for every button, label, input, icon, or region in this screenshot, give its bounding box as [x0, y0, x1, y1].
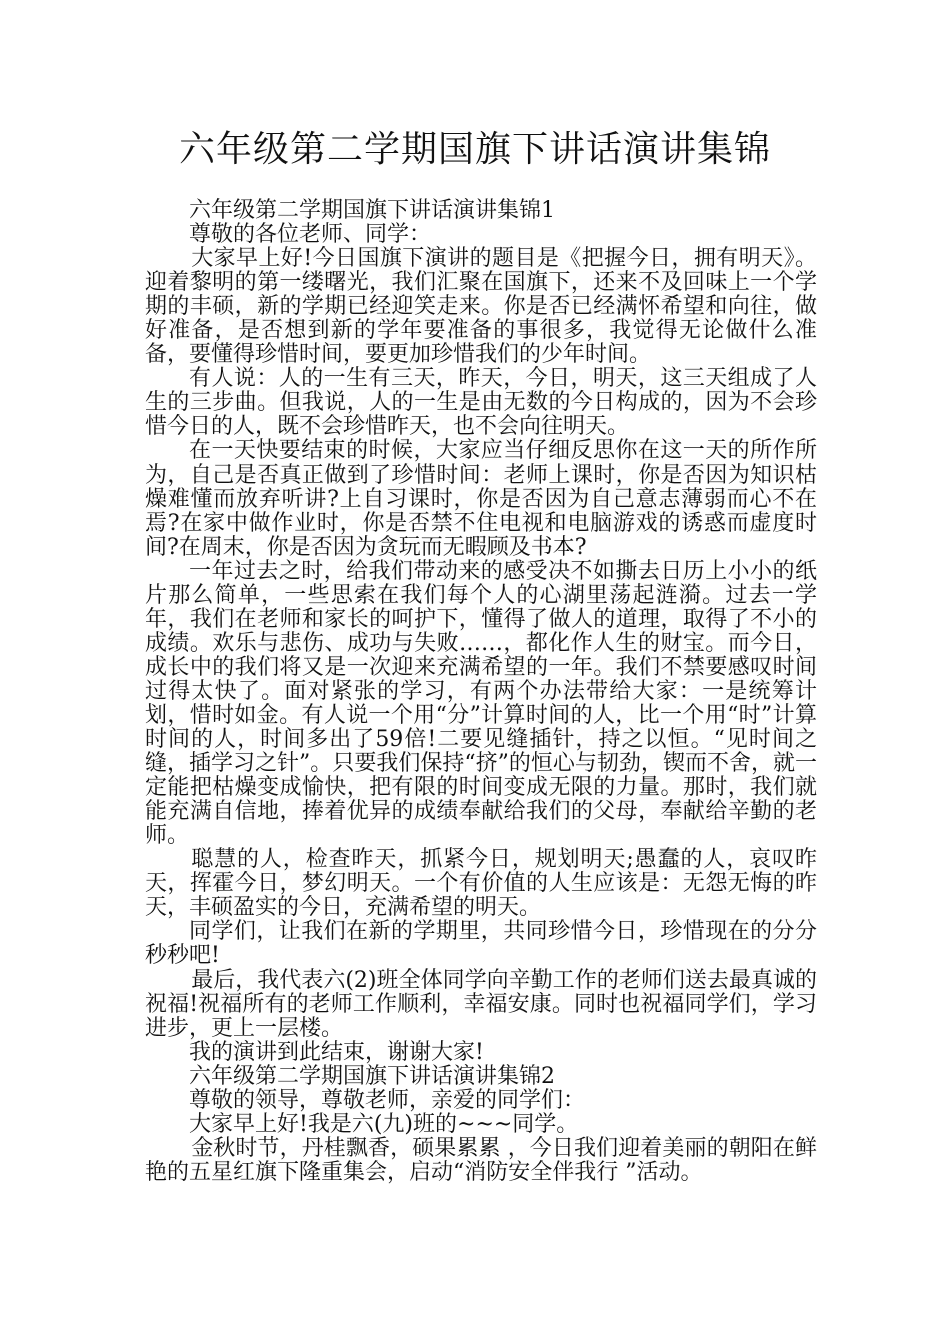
- closing-line: 我的演讲到此结束，谢谢大家!: [189, 1039, 484, 1065]
- document-body: [145, 199, 817, 1185]
- body-paragraph: 大家早上好!今日国旗下演讲的题目是《把握今日，拥有明天》。迎着黎明的第一缕曙光，我们汇聚在国旗下，还来不及回味上一个学期的丰硕，新的学期已经迎笑走来。你是否已经满怀希望和向往，做好准备，是否想到新的学年要准备的事很多，我觉得无论做什么准备，要懂得珍惜时间，要更加珍惜我们的少年时间。: [145, 246, 817, 368]
- body-paragraph: 有人说：人的一生有三天，昨天，今日，明天，这三天组成了人生的三步曲。但我说，人的一生是由无数的今日构成的，因为不会珍惜今日的人，既不会珍惜昨天，也不会向往明天。: [145, 366, 817, 440]
- salutation-2: 尊敬的领导，尊敬老师，亲爱的同学们：: [189, 1087, 586, 1113]
- body-paragraph: 在一天快要结束的时候，大家应当仔细反思你在这一天的所作所为，自己是否真正做到了珍惜时间：老师上课时，你是否因为知识枯燥难懂而放弃听讲?上自习课时，你是否因为自己意志薄弱而心不在焉?在家中做作业时，你是否禁不住电视和电脑游戏的诱惑而虚度时间?在周末，你是否因为贪玩而无暇顾及书本?: [145, 438, 817, 560]
- section-heading-2: 六年级第二学期国旗下讲话演讲集锦2: [189, 1063, 555, 1089]
- document-title: 六年级第二学期国旗下讲话演讲集锦: [178, 129, 771, 170]
- body-paragraph: 一年过去之时，给我们带动来的感受决不如撕去日历上小小的纸片那么简单，一些思索在我们每个人的心湖里荡起涟漪。过去一学年，我们在老师和家长的呵护下，懂得了做人的道理，取得了不小的成绩。欢乐与悲伤、成功与失败……，都化作人生的财宝。而今日，成长中的我们将又是一次迎来充满希望的一年。我们不禁要感叹时间过得太快了。面对紧张的学习，有两个办法带给大家：一是统筹计划，惜时如金。有人说一个用“分”计算时间的人，比一个用“时”计算时间的人，时间多出了59倍!二要见缝插针，持之以恒。“见时间之缝，插学习之针”。只要我们保持“挤”的恒心与韧劲，锲而不舍，就一定能把枯燥变成愉快，把有限的时间变成无限的力量。那时，我们就能充满自信地，捧着优异的成绩奉献给我们的父母，奉献给辛勤的老师。: [145, 558, 817, 849]
- body-paragraph: 聪慧的人，检查昨天，抓紧今日，规划明天;愚蠢的人，哀叹昨天，挥霍今日，梦幻明天。一个有价值的人生应该是：无怨无悔的昨天，丰硕盈实的今日，充满希望的明天。: [145, 847, 817, 921]
- body-paragraph: 同学们，让我们在新的学期里，共同珍惜今日，珍惜现在的分分秒秒吧!: [145, 919, 817, 969]
- section-heading-1: 六年级第二学期国旗下讲话演讲集锦1: [189, 198, 555, 223]
- body-paragraph: 最后，我代表六(2)班全体同学向辛勤工作的老师们送去最真诚的祝福!祝福所有的老师工作顺利，幸福安康。同时也祝福同学们，学习进步，更上一层楼。: [145, 967, 817, 1041]
- greeting-line: 大家早上好!我是六(九)班的~~~同学。: [189, 1111, 579, 1137]
- body-paragraph: 金秋时节，丹桂飘香，硕果累累 ，今日我们迎着美丽的朝阳在鲜艳的五星红旗下隆重集会，启动“消防安全伴我行 ”活动。: [145, 1135, 817, 1185]
- salutation-1: 尊敬的各位老师、同学：: [189, 222, 432, 248]
